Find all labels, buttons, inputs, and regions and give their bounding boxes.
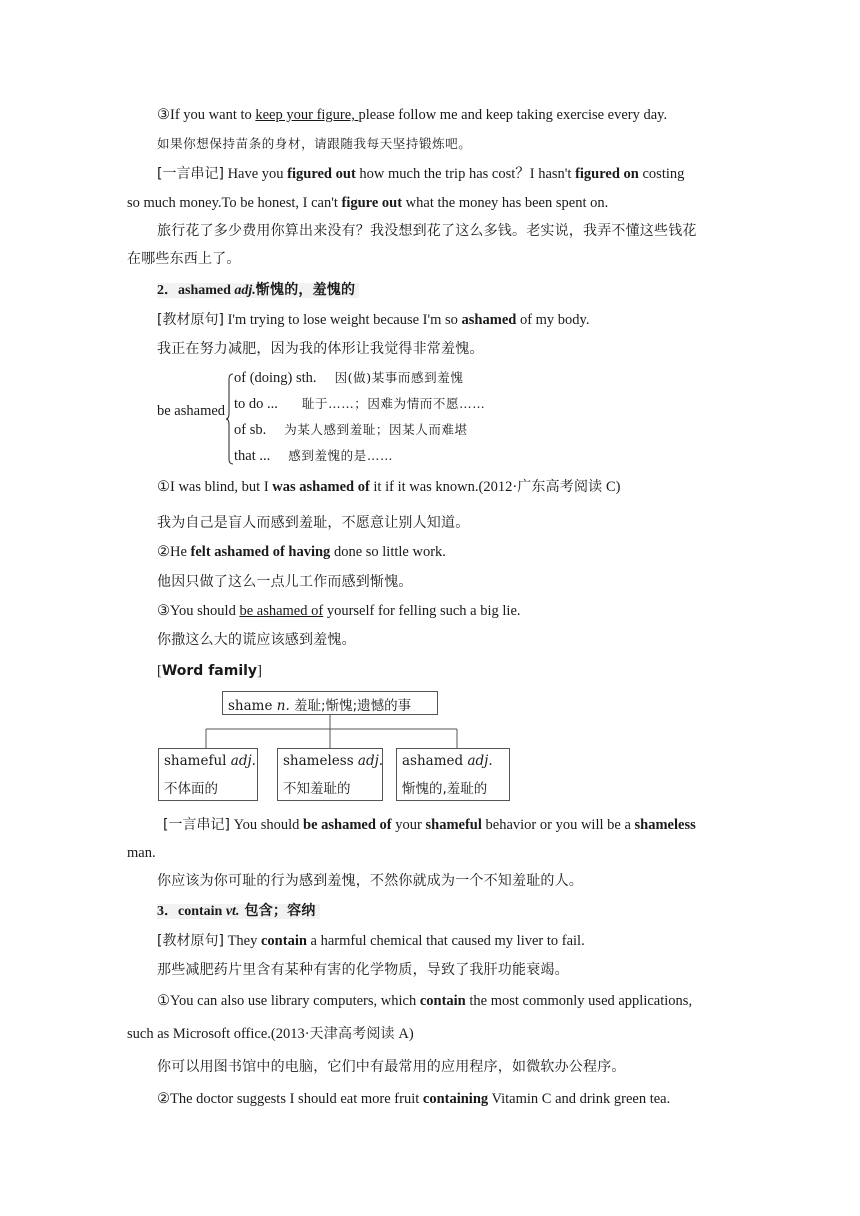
example-translation: 他因只做了这么一点儿工作而感到惭愧。 [157,574,413,590]
summary-translation-cont: 在哪些东西上了。 [127,251,241,267]
textbook-sentence: [教材原句] I'm trying to lose weight because I'm so ashamed of my body. [157,312,590,328]
summary-sentence: [一言串记] Have you figured out how much the trip has cost？I hasn't figured on costing [157,166,685,182]
example-sentence: ③You should be ashamed of yourself for felling such a big lie. [157,603,521,619]
word-family-child: shameful adj. 不体面的 [158,748,258,801]
textbook-translation: 我正在努力减肥，因为我的体形让我觉得非常羞愧。 [157,341,484,357]
example-sentence: ③If you want to keep your figure, please follow me and keep taking exercise every day. [157,107,668,123]
word-family-label: [Word family] [157,663,262,679]
textbook-sentence: [教材原句] They contain a harmful chemical that caused my liver to fail. [157,933,585,949]
example-sentence-cont: such as Microsoft office.(2013·天津高考阅读 A) [127,1026,414,1042]
brace-icon [226,373,234,465]
summary-sentence-cont: man. [127,845,156,861]
example-translation: 我为自己是盲人而感到羞耻，不愿意让别人知道。 [157,515,470,531]
usage-item: of (doing) sth. 因(做)某事而感到羞愧 [234,370,464,386]
example-sentence: ②He felt ashamed of having done so little work. [157,544,446,560]
example-translation: 你可以用图书馆中的电脑，它们中有最常用的应用程序，如微软办公程序。 [157,1059,626,1075]
summary-translation: 你应该为你可耻的行为感到羞愧，不然你就成为一个不知羞耻的人。 [157,873,583,889]
usage-item: that ... 感到羞愧的是…… [234,448,394,464]
usage-item: to do ... 耻于……；因难为情而不愿…… [234,396,486,412]
section-heading: 2．ashamed adj.惭愧的，羞愧的 [157,280,359,301]
section-heading: 3．contain vt. 包含；容纳 [157,901,320,922]
example-sentence: ①I was blind, but I was ashamed of it if it was known.(2012·广东高考阅读 C) [157,479,621,495]
word-family-child: ashamed adj. 惭愧的,羞耻的 [396,748,510,801]
example-sentence: ①You can also use library computers, which contain the most commonly used applications, [157,993,693,1009]
summary-sentence-cont: so much money.To be honest, I can't figure out what the money has been spent on. [127,195,609,211]
usage-stem: be ashamed [157,403,226,419]
summary-sentence: [一言串记] You should be ashamed of your shameful behavior or you will be a shameless [163,817,696,833]
example-translation: 你撒这么大的谎应该感到羞愧。 [157,632,356,648]
word-family-child: shameless adj. 不知羞耻的 [277,748,383,801]
example-translation: 如果你想保持苗条的身材，请跟随我每天坚持锻炼吧。 [157,136,472,151]
usage-item: of sb. 为某人感到羞耻；因某人而难堪 [234,422,468,438]
word-family-root: shame n. 羞耻;惭愧;遗憾的事 [222,691,438,715]
example-sentence: ②The doctor suggests I should eat more fruit containing Vitamin C and drink green tea. [157,1091,671,1107]
summary-translation: 旅行花了多少费用你算出来没有？我没想到花了这么多钱。老实说，我弄不懂这些钱花 [157,223,697,239]
textbook-translation: 那些减肥药片里含有某种有害的化学物质，导致了我肝功能衰竭。 [157,962,569,978]
